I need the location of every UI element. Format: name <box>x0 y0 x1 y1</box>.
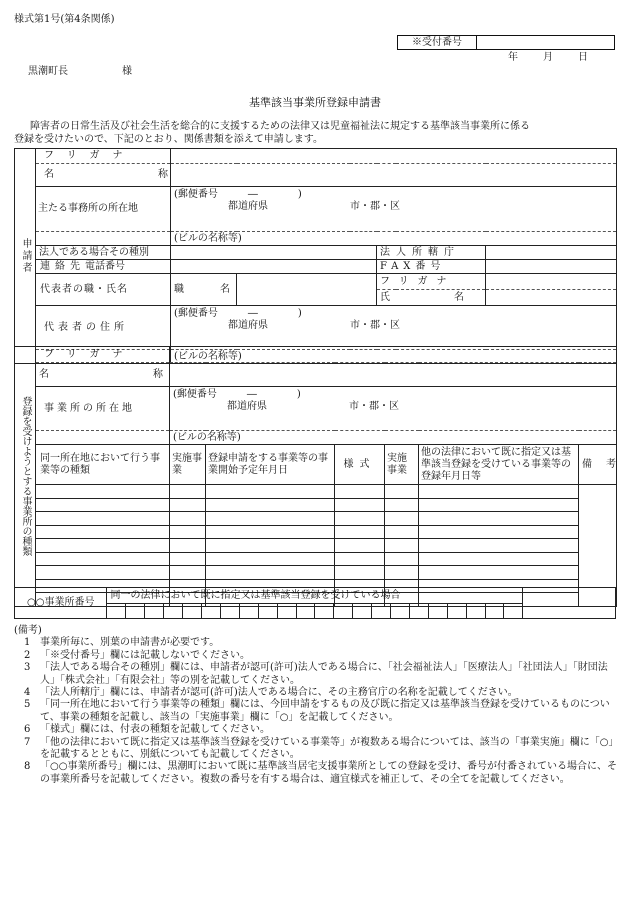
rep-furigana-field[interactable] <box>486 274 617 290</box>
office-number-digit[interactable] <box>164 604 183 619</box>
addressee: 黒潮町長 <box>28 66 68 77</box>
applicant-section-label: 申請者 <box>15 149 36 364</box>
office-number-digit[interactable] <box>466 604 485 619</box>
table-row[interactable] <box>15 485 617 499</box>
corporation-office-label: 法人所轄庁 <box>377 246 486 260</box>
table-row[interactable] <box>15 552 617 566</box>
name-label-1: 名 <box>44 169 54 180</box>
office-address-label: 主たる事務所の所在地 <box>36 187 171 232</box>
rep-city-label: 市・郡・区 <box>350 320 400 331</box>
office-number-digit[interactable] <box>258 604 277 619</box>
furigana-label: フリガナ <box>36 149 171 164</box>
applicant-table <box>14 148 617 364</box>
office-number-digit[interactable] <box>183 604 202 619</box>
form-number: 様式第1号(第4条関係) <box>14 14 115 25</box>
office-number-digit[interactable] <box>353 604 372 619</box>
office-number-digit[interactable] <box>409 604 428 619</box>
position-field[interactable] <box>237 274 377 306</box>
note-text: 「法人である場合その種別」欄には、申請者が認可(許可)法人である場合に、「社会福祉法人」「医療法人」「社団法人」「財団法人」「株式会社」「有限会社」等の別を記載してください。 <box>40 662 608 686</box>
receipt-number-label: ※受付番号 <box>398 36 477 49</box>
office-number-digit[interactable] <box>504 604 523 619</box>
business-postal-code-line: (郵便番号 ― ) <box>173 389 301 400</box>
office-number-digit[interactable] <box>296 604 315 619</box>
rep-name-field[interactable] <box>486 290 617 306</box>
date-month: 月 <box>543 52 553 63</box>
office-number-digit[interactable] <box>372 604 391 619</box>
date-day: 日 <box>578 52 588 63</box>
date-year: 年 <box>508 52 518 63</box>
table-row[interactable] <box>15 525 617 539</box>
table-row[interactable] <box>15 512 617 526</box>
office-number-digit[interactable] <box>220 604 239 619</box>
note-text: 「同一所在地において行う事業等の種類」欄には、今回申請をするもの及び既に指定又は基準該当登録を受けているものについて、事業の種類を記載し、該当の「実施事業」欄に「○」を記載してください。 <box>40 699 610 723</box>
receipt-number-field[interactable] <box>477 36 614 49</box>
note-text: 「○○事業所番号」欄には、黒潮町において既に基準該当居宅支援事業所としての登録を受け、番号が付番されている場合に、その事業所番号を記載してください。複数の番号を有する場合は、適宜様式を補正して、その全てを記載してください。 <box>40 761 618 785</box>
business-building-name-label[interactable]: (ビルの名称等) <box>170 431 617 445</box>
note-number: 8 <box>24 761 31 773</box>
note-text: 「様式」欄には、付表の種類を記載してください。 <box>40 724 270 736</box>
addressee-honorific: 様 <box>122 66 132 77</box>
furigana-field[interactable] <box>171 149 617 164</box>
table-row[interactable] <box>15 498 617 512</box>
table-row[interactable] <box>15 566 617 580</box>
office-number-digit[interactable] <box>201 604 220 619</box>
phone-field[interactable] <box>171 260 377 274</box>
office-number-table <box>14 587 616 619</box>
note-number: 6 <box>24 724 31 736</box>
page-title: 基準該当事業所登録申請書 <box>249 96 381 109</box>
office-number-digit[interactable] <box>391 604 410 619</box>
rep-address-label: 代表者の住所 <box>36 306 171 350</box>
note-text: 「他の法律において既に指定又は基準該当登録を受けている事業等」が複数ある場合については、該当の「事業実施」欄に「○」を記載するとともに、別紙についても記載してください。 <box>40 736 619 761</box>
fax-field[interactable] <box>486 260 617 274</box>
contact-label: 連絡先 <box>40 260 85 272</box>
table-row[interactable] <box>15 539 617 553</box>
office-number-digit[interactable] <box>145 604 164 619</box>
notes-section <box>14 625 622 786</box>
building-name-label[interactable]: (ビルの名称等) <box>171 232 617 246</box>
fax-label: FAX番号 <box>377 260 486 274</box>
corporation-type-label: 法人である場合その種別 <box>36 246 171 260</box>
business-section-label: 登録を受けようとする事業所の種類 <box>15 347 36 607</box>
office-number-digit[interactable] <box>315 604 334 619</box>
notes-title: (備考) <box>14 625 42 636</box>
note-number: 2 <box>24 649 31 661</box>
note-number: 4 <box>24 687 31 699</box>
receipt-number-box <box>397 35 615 50</box>
office-number-digit[interactable] <box>428 604 447 619</box>
city-label: 市・郡・区 <box>350 201 400 212</box>
office-number-digit[interactable] <box>485 604 504 619</box>
col-note: 備考 <box>579 445 617 485</box>
rep-postal-code-line: (郵便番号 ― ) <box>174 308 302 319</box>
intro-line-1: 障害者の日常生活及び社会生活を総合的に支援するための法律又は児童福祉法に規定する基準該当事業所に係る <box>30 121 530 132</box>
office-number-digit[interactable] <box>447 604 466 619</box>
rep-name-label-2: 名 <box>454 291 464 303</box>
rep-title-name-label: 代表者の職・氏名 <box>36 274 171 306</box>
rep-name-label-1: 氏 <box>380 291 390 303</box>
name-label-2: 称 <box>158 169 168 180</box>
rep-furigana-label: フリガナ <box>377 274 486 290</box>
corporation-type-field[interactable] <box>171 246 377 260</box>
rep-address-field[interactable] <box>171 306 617 350</box>
note-number: 7 <box>24 736 31 748</box>
rep-building-name-label[interactable]: (ビルの名称等) <box>171 350 617 364</box>
name-field[interactable] <box>171 164 617 187</box>
phone-label: 電話番号 <box>85 260 125 272</box>
note-text: 事業所毎に、別葉の申請書が必要です。 <box>40 637 220 649</box>
business-address-field[interactable] <box>170 387 617 431</box>
col-implemented: 実施事業 <box>170 445 206 485</box>
office-number-digit[interactable] <box>239 604 258 619</box>
intro-line-2: 登録を受けたいので、下記のとおり、関係書類を添えて申請します。 <box>14 134 323 145</box>
postal-code-line: (郵便番号 ― ) <box>174 189 302 200</box>
note-text: 「法人所轄庁」欄には、申請者が認可(許可)法人である場合に、その主務官庁の名称を記載してください。 <box>40 687 518 699</box>
corporation-office-field[interactable] <box>486 246 617 260</box>
col-style: 様式 <box>335 445 385 485</box>
note-number: 3 <box>24 662 31 674</box>
prefecture-label: 都道府県 <box>228 201 268 212</box>
office-number-digit[interactable] <box>107 604 126 619</box>
office-number-label: ○○事業所番号 <box>15 588 107 619</box>
note-number: 1 <box>24 637 31 649</box>
business-city-label: 市・郡・区 <box>349 401 399 412</box>
col-other-law: 他の法律において既に指定又は基準該当登録を受けている事業等の登録年月日等 <box>419 445 579 485</box>
office-number-digit[interactable] <box>126 604 145 619</box>
col-business-type: 同一所在地において行う事業等の種類 <box>36 445 170 485</box>
business-furigana-field[interactable] <box>170 347 617 363</box>
office-address-field[interactable] <box>171 187 617 232</box>
same-law-label: 同一の法律において既に指定又は基準該当登録を受けている場合 <box>107 588 523 604</box>
business-prefecture-label: 都道府県 <box>227 401 267 412</box>
business-name-label-2: 称 <box>153 368 163 380</box>
business-name-field[interactable] <box>170 363 617 387</box>
rep-prefecture-label: 都道府県 <box>228 320 268 331</box>
business-furigana-label: フリガナ <box>36 347 170 363</box>
note-text: 「※受付番号」欄には記載しないでください。 <box>40 649 250 661</box>
business-name-label-1: 名 <box>39 368 49 380</box>
office-number-digit[interactable] <box>334 604 353 619</box>
position-label-2: 名 <box>220 283 230 295</box>
note-number: 5 <box>24 699 31 711</box>
position-label-1: 職 <box>174 283 184 295</box>
col-implemented-2: 実施事業 <box>385 445 419 485</box>
business-address-label: 事業所の所在地 <box>36 387 170 431</box>
col-start-date: 登録申請をする事業等の事業開始予定年月日 <box>206 445 335 485</box>
business-table <box>14 346 630 607</box>
office-number-digit[interactable] <box>277 604 296 619</box>
